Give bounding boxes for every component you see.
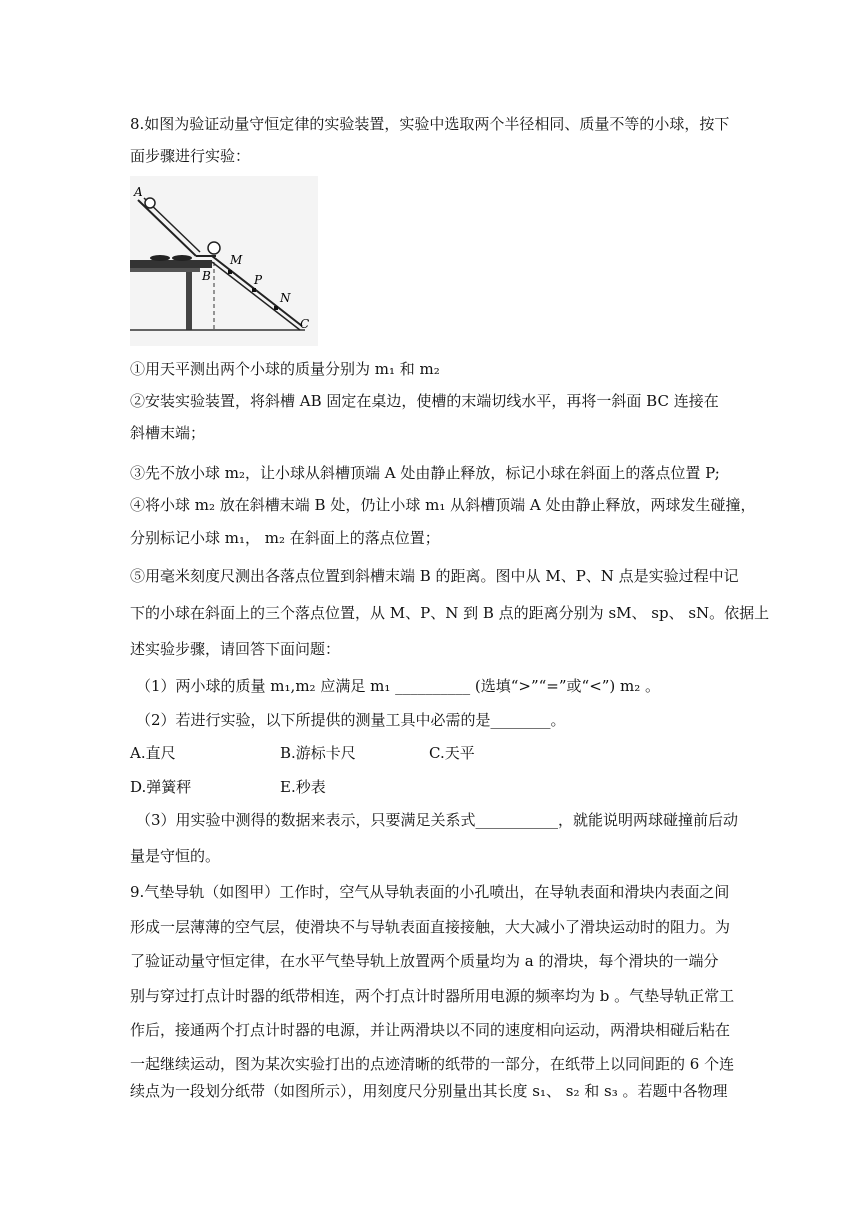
q9-line-1: 9.气垫导轨（如图甲）工作时，空气从导轨表面的小孔喷出，在导轨表面和滑块内表面之间 [130,883,730,901]
ball-m1 [145,198,155,208]
q8-option-e: E.秒表 [280,778,326,796]
table-leg [186,272,192,330]
q8-step-5-line-2: 下的小球在斜面上的三个落点位置，从 M、P、N 到 B 点的距离分别为 sM、 sp、 sN。依据上 [130,604,770,622]
q8-subquestion-3-line-1: （3）用实验中测得的数据来表示，只要满足关系式___________，就能说明两球碰撞前后动 [136,811,739,829]
q8-step-2-line-1: ②安装实验装置，将斜槽 AB 固定在桌边，使槽的末端切线水平，再将一斜面 BC 连接在 [130,392,719,410]
label-a: A [134,185,143,199]
q9-line-2: 形成一层薄薄的空气层，使滑块不与导轨表面直接接触，大大减小了滑块运动时的阻力。为 [130,918,731,936]
q8-intro-line-2: 面步骤进行实验： [130,147,251,165]
mark-n [274,306,278,310]
q8-option-b: B.游标卡尺 [280,744,356,762]
q8-step-5-line-1: ⑤用毫米刻度尺测出各落点位置到斜槽末端 B 的距离。图中从 M、P、N 点是实验过程中记 [130,567,739,585]
mark-m [228,270,232,274]
q8-step-3: ③先不放小球 m₂，让小球从斜槽顶端 A 处由静止释放，标记小球在斜面上的落点位置 P; [130,464,720,482]
q8-step-5-line-3: 述实验步骤，请回答下面问题： [130,640,341,658]
q8-option-c: C.天平 [429,744,475,762]
q8-step-4-line-2: 分别标记小球 m₁， m₂ 在斜面上的落点位置； [130,529,440,547]
q9-line-7: 续点为一段划分纸带（如图所示），用刻度尺分别量出其长度 s₁、 s₂ 和 s₃ 。若题中各物理 [130,1082,728,1100]
label-c: C [300,317,310,331]
q8-subquestion-2: （2）若进行实验，以下所提供的测量工具中必需的是________。 [136,711,566,729]
label-b: B [202,269,211,283]
chute-ab-upper [138,200,196,256]
q9-line-5: 作后，接通两个打点计时器的电源，并让两滑块以不同的速度相向运动，两滑块相碰后粘在 [130,1021,731,1039]
q9-line-3: 了验证动量守恒定律，在水平气垫导轨上放置两个质量均为 a 的滑块，每个滑块的一端分 [130,952,719,970]
apparatus-diagram [130,176,318,346]
label-m: M [230,253,243,267]
q8-option-d: D.弹簧秤 [130,778,192,796]
q9-line-6: 一起继续运动，图为某次实验打出的点迹清晰的纸带的一部分，在纸带上以同间距的 6 个连 [130,1055,735,1073]
q8-step-4-line-1: ④将小球 m₂ 放在斜槽末端 B 处，仍让小球 m₁ 从斜槽顶端 A 处由静止释放，两球发生碰撞， [130,496,756,514]
mark-p [252,288,256,292]
label-n: N [280,291,291,305]
q8-step-2-line-2: 斜槽末端； [130,424,206,442]
q8-step-1: ①用天平测出两个小球的质量分别为 m₁ 和 m₂ [130,360,440,378]
table-object-2 [172,255,192,261]
q8-subquestion-1: （1）两小球的质量 m₁,m₂ 应满足 m₁ __________ (选填“>”“=”或“<”) m₂ 。 [136,677,661,695]
q8-intro-line-1: 8.如图为验证动量守恒定律的实验装置，实验中选取两个半径相同、质量不等的小球，按下 [130,115,730,133]
q8-option-a: A.直尺 [130,744,176,762]
q9-line-4: 别与穿过打点计时器的纸带相连，两个打点计时器所用电源的频率均为 b 。气垫导轨正常工 [130,987,735,1005]
table-top [130,260,212,268]
momentum-apparatus-figure [130,176,318,346]
table-edge [130,268,200,272]
table-object-1 [150,255,170,261]
label-p: P [254,273,263,287]
ball-m2 [208,242,220,254]
q8-subquestion-3-line-2: 量是守恒的。 [130,847,221,865]
